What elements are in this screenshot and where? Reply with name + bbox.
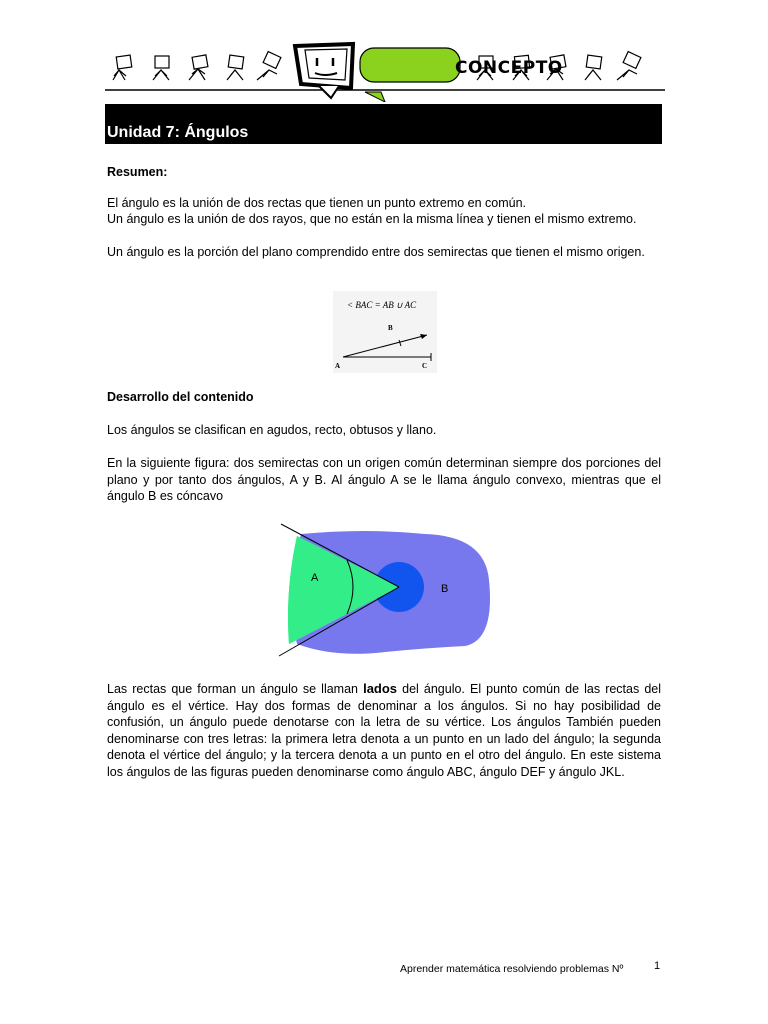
resumen-line-3: Un ángulo es la porción del plano comprendido entre dos semirectas que tienen el mismo origen. [107, 245, 645, 259]
label-c: C [422, 362, 428, 370]
header-banner [105, 40, 665, 102]
label-angle-a: A [311, 572, 319, 584]
desarrollo-p1: Los ángulos se clasifican en agudos, recto, obtusos y llano. [107, 423, 437, 437]
angle-diagram [333, 291, 437, 373]
label-angle-b: B [441, 583, 449, 595]
brand-name: CONCEPTO [455, 58, 563, 78]
formula: < BAC = AB ∪ AC [347, 300, 417, 310]
convex-concave-diagram [275, 520, 495, 670]
label-a: A [335, 362, 341, 370]
title-bar [105, 104, 662, 144]
header-figures [105, 40, 665, 102]
footer-text: Aprender matemática resolviendo problemas Nº [400, 963, 624, 975]
resumen-heading: Resumen: [107, 165, 168, 179]
resumen-line-1: El ángulo es la unión de dos rectas que tienen un punto extremo en común. [107, 196, 527, 210]
desarrollo-p2: En la siguiente figura: dos semirectas con un origen común determinan siempre dos porciones del plano y por tanto dos ángulos, A y B. Al ángulo A se le llama ángulo convexo, mientras que el ángulo B es cóncavo [107, 456, 661, 503]
lados-text-before: Las rectas que forman un ángulo se llaman [107, 682, 364, 696]
desarrollo-heading: Desarrollo del contenido [107, 390, 254, 404]
lados-paragraph [107, 681, 661, 780]
lados-bold: lados [363, 681, 398, 696]
lados-text-after: del ángulo. El punto común de las rectas del ángulo es el vértice. Hay dos formas de denominar a los ángulos. Si no hay posibilidad de confusión, un ángulo puede denotarse con la letra de su vértice. Los ángulos También pueden denominarse con tres letras: la primera letra denota a un punto en un lado del ángulo; la segunda denota el vértice del ángulo; y la tercera denota a un punto en el otro del ángulo. En este sistema los ángulos de las figuras pueden denominarse como ángulo ABC, ángulo DEF y ángulo JKL. [107, 682, 661, 779]
page-number: 1 [654, 960, 661, 972]
page-title: Unidad 7: Ángulos [107, 124, 249, 141]
resumen-line-2: Un ángulo es la unión de dos rayos, que no están en la misma línea y tienen el mismo extremo. [107, 212, 637, 226]
label-b: B [388, 324, 393, 332]
